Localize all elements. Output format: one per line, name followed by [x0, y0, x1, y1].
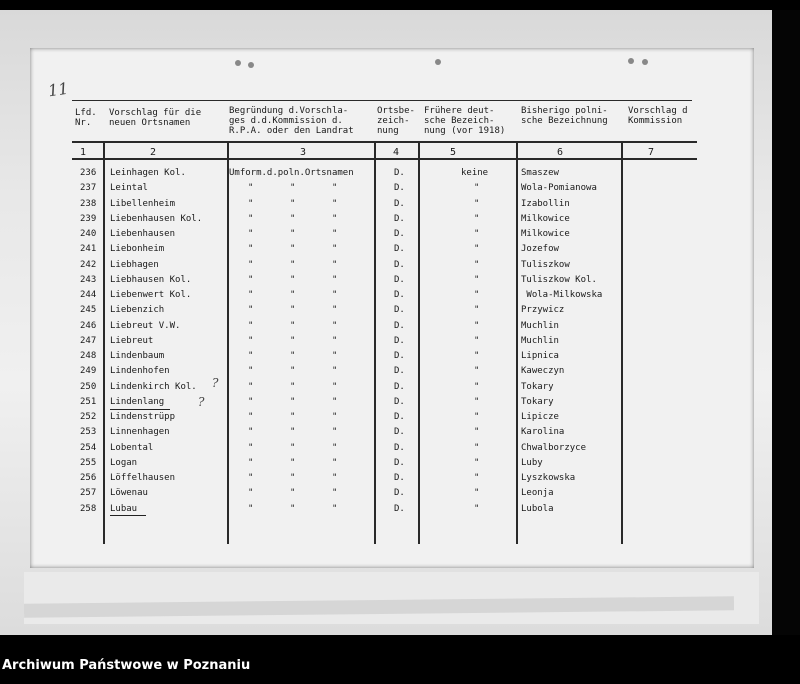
ditto-mark: ": [332, 198, 338, 209]
polish-name: Tokary: [521, 396, 554, 407]
ditto-mark: ": [248, 457, 254, 468]
polish-name: Izabollin: [521, 198, 570, 209]
place-type: D.: [394, 305, 405, 316]
ditto-mark: ": [474, 427, 480, 438]
row-number: 253: [80, 427, 97, 438]
ditto-mark: ": [248, 488, 254, 499]
staple-hole: [628, 58, 634, 64]
column-number-rule: [72, 158, 697, 160]
place-type: D.: [394, 335, 405, 346]
ditto-mark: ": [474, 244, 480, 255]
ditto-mark: ": [474, 198, 480, 209]
ditto-mark: ": [290, 335, 296, 346]
ditto-mark: ": [290, 381, 296, 392]
ditto-mark: ": [290, 351, 296, 361]
staple-hole: [248, 62, 254, 68]
ditto-mark: ": [248, 320, 254, 331]
ditto-mark: ": [332, 396, 338, 407]
ditto-mark: ": [248, 229, 254, 239]
ditto-mark: ": [474, 381, 480, 392]
ditto-mark: ": [248, 503, 254, 514]
ditto-mark: ": [332, 412, 338, 422]
column-number: 1: [80, 147, 87, 158]
polish-name: Tokary: [521, 381, 554, 392]
polish-name: Luby: [521, 457, 543, 468]
header-bisherige: Bisherigo polni- sche Bezeichnung: [521, 106, 608, 126]
new-place-name: Libellenheim: [110, 198, 176, 209]
ditto-mark: ": [290, 412, 296, 422]
pencil-underline: [110, 515, 146, 516]
place-type: D.: [394, 198, 405, 209]
ditto-mark: ": [474, 335, 480, 346]
place-type: D.: [394, 503, 405, 514]
header-lfd: Lfd. Nr.: [75, 108, 97, 128]
ditto-mark: ": [332, 229, 338, 239]
place-type: D.: [394, 213, 405, 224]
polish-name: Wola-Milkowska: [521, 290, 603, 300]
ditto-mark: ": [248, 473, 254, 483]
place-type: D.: [394, 290, 405, 300]
ditto-mark: ": [248, 396, 254, 407]
ditto-mark: ": [332, 503, 338, 514]
place-type: D.: [394, 396, 405, 407]
column-number: 4: [393, 147, 400, 158]
ditto-mark: ": [474, 488, 480, 499]
new-place-name: Liebreut V.W.: [110, 320, 181, 331]
pencil-mark: ?: [212, 376, 219, 390]
column-divider: [516, 142, 518, 544]
ditto-mark: ": [248, 290, 254, 300]
ditto-mark: ": [290, 366, 296, 377]
top-rule: [72, 100, 692, 101]
ditto-mark: ": [290, 457, 296, 468]
row-number: 239: [80, 213, 97, 224]
ditto-mark: ": [474, 183, 480, 194]
pencil-underline: [110, 409, 170, 410]
column-number: 2: [150, 147, 157, 158]
polish-name: Lyszkowska: [521, 473, 576, 483]
polish-name: Karolina: [521, 427, 565, 438]
place-type: D.: [394, 457, 405, 468]
polish-name: Tuliszkow Kol.: [521, 274, 597, 285]
ditto-mark: ": [332, 427, 338, 438]
row-number: 248: [80, 351, 97, 361]
column-number: 5: [450, 147, 457, 158]
new-place-name: Liebenwert Kol.: [110, 290, 192, 300]
ditto-mark: ": [290, 488, 296, 499]
ditto-mark: ": [474, 213, 480, 224]
new-place-name: Liebonheim: [110, 244, 165, 255]
ditto-mark: ": [290, 473, 296, 483]
header-fruehere: Frühere deut- sche Bezeich- nung (vor 1918): [424, 106, 506, 136]
ditto-mark: ": [290, 320, 296, 331]
place-type: D.: [394, 274, 405, 285]
new-place-name: Liebhagen: [110, 259, 159, 270]
reason: Umform.d.poln.Ortsnamen: [229, 168, 354, 178]
row-number: 252: [80, 412, 97, 422]
new-place-name: Lindenbaum: [110, 351, 165, 361]
polish-name: Leonja: [521, 488, 554, 499]
row-number: 255: [80, 457, 97, 468]
row-number: 246: [80, 320, 97, 331]
row-number: 249: [80, 366, 97, 377]
row-number: 237: [80, 183, 97, 194]
row-number: 247: [80, 335, 97, 346]
ditto-mark: ": [248, 183, 254, 194]
ditto-mark: ": [248, 305, 254, 316]
new-place-name: Lindenlang: [110, 396, 165, 407]
ditto-mark: ": [332, 320, 338, 331]
new-place-name: Liebhausen Kol.: [110, 274, 192, 285]
polish-name: Lubola: [521, 503, 554, 514]
former-name: keine: [461, 168, 489, 178]
header-ortsbezeichnung: Ortsbe- zeich- nung: [377, 106, 415, 136]
row-number: 257: [80, 488, 97, 499]
header-kommission: Vorschlag d Kommission: [628, 106, 688, 126]
ditto-mark: ": [248, 213, 254, 224]
new-place-name: Lindenkirch Kol.: [110, 381, 197, 392]
polish-name: Przywicz: [521, 305, 565, 316]
ditto-mark: ": [248, 274, 254, 285]
header-vorschlag: Vorschlag für die neuen Ortsnamen: [109, 108, 202, 128]
place-type: D.: [394, 351, 405, 361]
ditto-mark: ": [474, 366, 480, 377]
row-number: 242: [80, 259, 97, 270]
ditto-mark: ": [474, 229, 480, 239]
column-number: 6: [557, 147, 564, 158]
ditto-mark: ": [332, 335, 338, 346]
new-place-name: Lindenhofen: [110, 366, 170, 377]
polish-name: Muchlin: [521, 320, 559, 331]
ditto-mark: ": [248, 427, 254, 438]
ditto-mark: ": [248, 381, 254, 392]
place-type: D.: [394, 427, 405, 438]
row-number: 258: [80, 503, 97, 514]
ditto-mark: ": [290, 290, 296, 300]
ditto-mark: ": [290, 305, 296, 316]
new-place-name: Lindenstrüpp: [110, 412, 176, 422]
new-place-name: Linnenhagen: [110, 427, 170, 438]
place-type: D.: [394, 412, 405, 422]
row-number: 240: [80, 229, 97, 239]
archive-caption: Archiwum Państwowe w Poznaniu: [2, 658, 251, 673]
ditto-mark: ": [290, 427, 296, 438]
row-number: 241: [80, 244, 97, 255]
row-number: 236: [80, 168, 97, 178]
place-type: D.: [394, 488, 405, 499]
ditto-mark: ": [332, 488, 338, 499]
polish-name: Milkowice: [521, 213, 570, 224]
ditto-mark: ": [474, 473, 480, 483]
pencil-mark: ?: [198, 395, 205, 409]
ditto-mark: ": [474, 442, 480, 453]
new-place-name: Lobental: [110, 442, 154, 453]
polish-name: Wola-Pomianowa: [521, 183, 597, 194]
ditto-mark: ": [332, 213, 338, 224]
polish-name: Jozefow: [521, 244, 559, 255]
header-begruendung: Begründung d.Vorschla- ges d.d.Kommission d. R.P.A. oder den Landrat: [229, 106, 354, 136]
place-type: D.: [394, 473, 405, 483]
polish-name: Lipicze: [521, 412, 559, 422]
column-divider: [103, 142, 105, 544]
ditto-mark: ": [248, 244, 254, 255]
polish-name: Tuliszkow: [521, 259, 570, 270]
ditto-mark: ": [290, 198, 296, 209]
ditto-mark: ": [248, 366, 254, 377]
polish-name: Chwalborzyce: [521, 442, 587, 453]
ditto-mark: ": [332, 183, 338, 194]
new-place-name: Liebreut: [110, 335, 154, 346]
staple-hole: [235, 60, 241, 66]
new-place-name: Liebenhausen Kol.: [110, 213, 203, 224]
ditto-mark: ": [290, 244, 296, 255]
staple-hole: [435, 59, 441, 65]
ditto-mark: ": [474, 351, 480, 361]
ditto-mark: ": [248, 351, 254, 361]
row-number: 238: [80, 198, 97, 209]
ditto-mark: ": [332, 305, 338, 316]
ditto-mark: ": [474, 412, 480, 422]
new-place-name: Lubau: [110, 503, 138, 514]
place-type: D.: [394, 229, 405, 239]
film-edge: [772, 10, 800, 635]
ditto-mark: ": [290, 259, 296, 270]
ditto-mark: ": [474, 259, 480, 270]
ditto-mark: ": [332, 457, 338, 468]
ditto-mark: ": [332, 381, 338, 392]
new-place-name: Leinhagen Kol.: [110, 168, 186, 178]
staple-hole: [642, 59, 648, 65]
ditto-mark: ": [332, 442, 338, 453]
ditto-mark: ": [332, 473, 338, 483]
polish-name: Milkowice: [521, 229, 570, 239]
ditto-mark: ": [332, 274, 338, 285]
row-number: 243: [80, 274, 97, 285]
new-place-name: Liebenzich: [110, 305, 165, 316]
ditto-mark: ": [474, 320, 480, 331]
row-number: 250: [80, 381, 97, 392]
place-type: D.: [394, 320, 405, 331]
ditto-mark: ": [474, 274, 480, 285]
place-type: D.: [394, 381, 405, 392]
ditto-mark: ": [248, 198, 254, 209]
ditto-mark: ": [248, 442, 254, 453]
polish-name: Lipnica: [521, 351, 559, 361]
ditto-mark: ": [474, 503, 480, 514]
new-place-name: Logan: [110, 457, 138, 468]
row-number: 251: [80, 396, 97, 407]
ditto-mark: ": [290, 503, 296, 514]
ditto-mark: ": [332, 244, 338, 255]
new-place-name: Löffelhausen: [110, 473, 176, 483]
place-type: D.: [394, 259, 405, 270]
row-number: 256: [80, 473, 97, 483]
ditto-mark: ": [332, 259, 338, 270]
ditto-mark: ": [332, 351, 338, 361]
column-divider: [227, 142, 229, 544]
row-number: 254: [80, 442, 97, 453]
header-rule: [72, 141, 697, 143]
column-number: 7: [648, 147, 655, 158]
polish-name: Smaszew: [521, 168, 559, 178]
page-mark: 11: [46, 78, 70, 101]
ditto-mark: ": [474, 396, 480, 407]
ditto-mark: ": [332, 366, 338, 377]
column-divider: [621, 142, 623, 544]
ditto-mark: ": [474, 305, 480, 316]
place-type: D.: [394, 168, 405, 178]
ditto-mark: ": [248, 412, 254, 422]
ditto-mark: ": [290, 229, 296, 239]
place-type: D.: [394, 244, 405, 255]
place-type: D.: [394, 442, 405, 453]
ditto-mark: ": [290, 183, 296, 194]
new-place-name: Löwenau: [110, 488, 148, 499]
new-place-name: Leintal: [110, 183, 148, 194]
new-place-name: Liebenhausen: [110, 229, 176, 239]
ditto-mark: ": [248, 259, 254, 270]
column-divider: [418, 142, 420, 544]
row-number: 244: [80, 290, 97, 300]
ditto-mark: ": [474, 457, 480, 468]
ditto-mark: ": [290, 213, 296, 224]
row-number: 245: [80, 305, 97, 316]
ditto-mark: ": [248, 335, 254, 346]
ditto-mark: ": [332, 290, 338, 300]
polish-name: Kaweczyn: [521, 366, 565, 377]
ditto-mark: ": [290, 274, 296, 285]
ditto-mark: ": [290, 396, 296, 407]
ditto-mark: ": [474, 290, 480, 300]
ditto-mark: ": [290, 442, 296, 453]
place-type: D.: [394, 183, 405, 194]
column-divider: [374, 142, 376, 544]
column-number: 3: [300, 147, 307, 158]
polish-name: Muchlin: [521, 335, 559, 346]
place-type: D.: [394, 366, 405, 377]
